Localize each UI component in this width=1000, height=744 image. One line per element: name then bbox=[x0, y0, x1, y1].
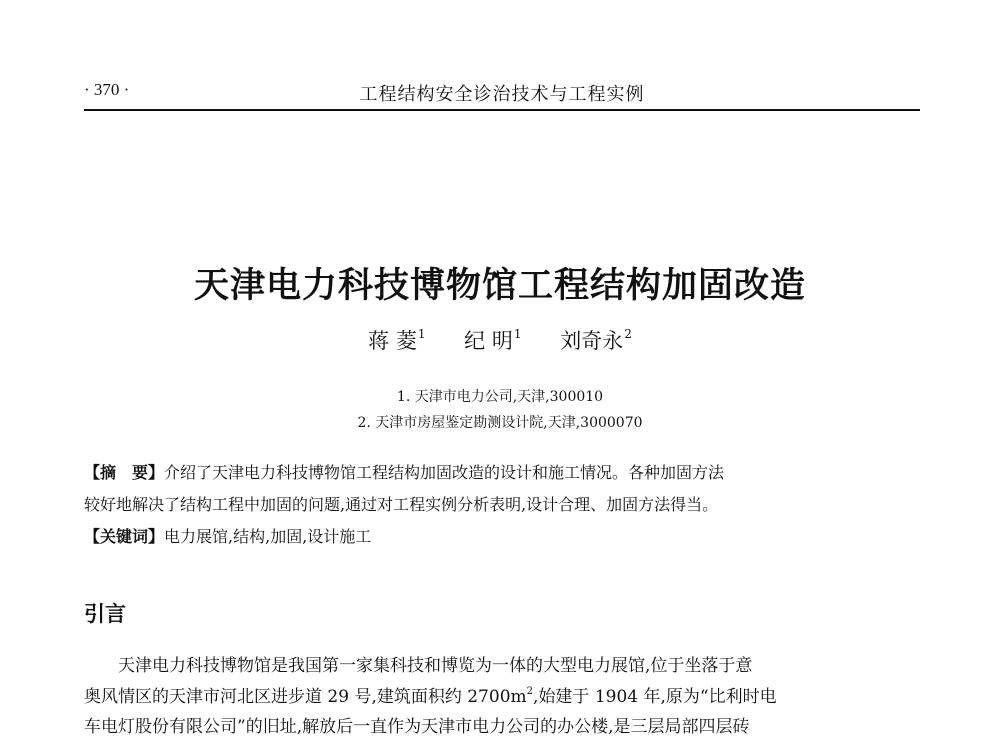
paper-title: 天津电力科技博物馆工程结构加固改造 bbox=[193, 266, 806, 306]
running-title: 工程结构安全诊治技术与工程实例 bbox=[359, 84, 645, 105]
body-text: 奥风情区的天津市河北区进步道 29 号,建筑面积约 2700m bbox=[84, 687, 527, 707]
abstract-text: 较好地解决了结构工程中加固的问题,通过对工程实例分析表明,设计合理、加固方法得当。 bbox=[84, 495, 719, 514]
abstract-label: 【摘 要】 bbox=[84, 463, 165, 482]
author bbox=[560, 325, 632, 355]
keywords-label: 【关键词】 bbox=[84, 527, 165, 546]
abstract bbox=[84, 460, 920, 483]
affiliation: 2. 天津市房屋鉴定勘测设计院,天津,3000070 bbox=[357, 415, 643, 431]
running-header bbox=[84, 80, 920, 104]
keywords-text: 电力展馆,结构,加固,设计施工 bbox=[164, 527, 372, 546]
affiliation: 1. 天津市电力公司,天津,300010 bbox=[396, 389, 604, 405]
author-list bbox=[0, 325, 1000, 355]
header-rule bbox=[84, 109, 920, 111]
author-name: 蒋 菱 bbox=[368, 329, 417, 353]
author-affiliation-mark: 2 bbox=[624, 327, 632, 341]
superscript: 2 bbox=[526, 686, 534, 697]
author bbox=[464, 325, 521, 355]
keywords bbox=[84, 524, 920, 547]
author bbox=[368, 325, 425, 355]
author-name: 刘奇永 bbox=[560, 329, 624, 353]
body-text: ,始建于 1904 年,原为“比利时电 bbox=[533, 687, 777, 707]
abstract-text: 介绍了天津电力科技博物馆工程结构加固改造的设计和施工情况。各种加固方法 bbox=[164, 463, 725, 482]
author-affiliation-mark: 1 bbox=[417, 327, 426, 341]
page-number: · 370 · bbox=[84, 80, 130, 99]
section-heading: 引言 bbox=[84, 602, 126, 626]
body-text-line bbox=[84, 682, 920, 707]
author-name: 纪 明 bbox=[464, 329, 513, 353]
body-text-line: 车电灯股份有限公司”的旧址,解放后一直作为天津市电力公司的办公楼,是三层局部四层砖 bbox=[84, 717, 750, 737]
author-affiliation-mark: 1 bbox=[513, 327, 522, 341]
body-text-line: 天津电力科技博物馆是我国第一家集科技和博览为一体的大型电力展馆,位于坐落于意 bbox=[118, 656, 753, 676]
